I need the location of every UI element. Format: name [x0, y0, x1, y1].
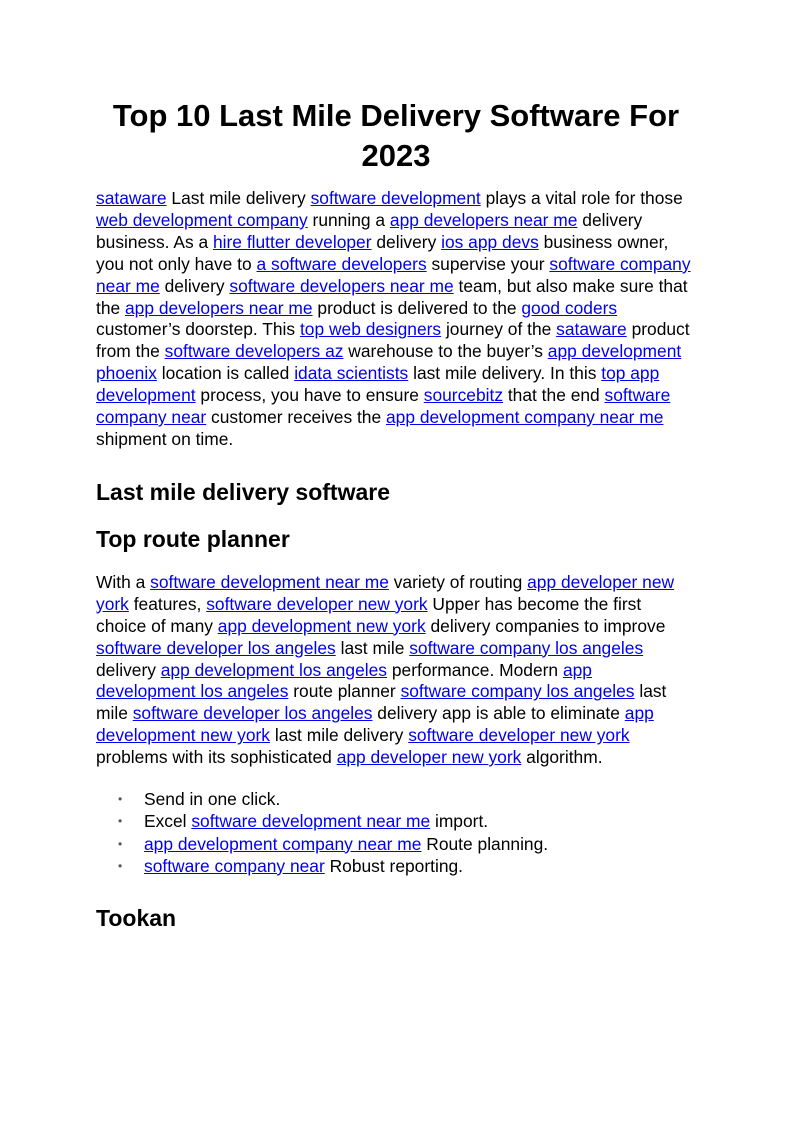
text-run: performance. Modern — [387, 659, 563, 680]
inline-link[interactable]: app development phoenix — [96, 341, 682, 384]
text-run: journey of the — [441, 319, 557, 340]
inline-link[interactable]: idata scientists — [294, 363, 409, 384]
inline-link[interactable]: software developer los angeles — [132, 703, 373, 724]
text-run: last mile delivery — [270, 725, 409, 746]
text-run: team, but also make sure that the — [96, 275, 688, 318]
text-run: delivery — [159, 275, 230, 296]
bullet-icon: • — [118, 836, 123, 851]
text-run: variety of routing — [388, 571, 528, 592]
feature-list — [96, 788, 696, 877]
text-run: business owner, you not only have to — [96, 231, 669, 274]
text-run: Excel — [144, 811, 192, 832]
inline-link[interactable]: top web designers — [299, 319, 442, 340]
text-run: problems with its sophisticated — [96, 747, 337, 768]
text-run: supervise your — [426, 253, 550, 274]
inline-link[interactable]: app developers near me — [125, 297, 313, 318]
text-run: customer receives the — [206, 407, 386, 428]
inline-link[interactable]: app development los angeles — [96, 659, 592, 702]
inline-link[interactable]: software development near me — [191, 811, 431, 832]
inline-link[interactable]: app development los angeles — [160, 659, 388, 680]
inline-link[interactable]: ios app devs — [441, 231, 539, 252]
text-run: route planner — [288, 681, 401, 702]
text-run: Last mile delivery — [166, 188, 311, 208]
heading-top-route-planner: Top route planner — [96, 525, 290, 552]
text-run: location is called — [156, 363, 295, 384]
text-run: customer’s doorstep. This — [96, 319, 300, 340]
bullet-icon: • — [118, 858, 123, 873]
text-run: features, — [128, 593, 207, 614]
inline-link[interactable]: sataware — [96, 188, 167, 208]
inline-link[interactable]: software developer los angeles — [96, 637, 336, 658]
inline-link[interactable]: software development — [310, 188, 481, 208]
bullet-icon: • — [118, 792, 123, 807]
inline-link[interactable]: sataware — [556, 319, 627, 340]
inline-link[interactable]: software developers near me — [229, 275, 454, 296]
inline-link[interactable]: app developer new york — [96, 571, 675, 614]
text-run: Route planning. — [421, 833, 549, 854]
text-run: product from the — [96, 319, 690, 362]
inline-link[interactable]: good coders — [521, 297, 618, 318]
text-run: delivery app is able to eliminate — [372, 703, 625, 724]
inline-link[interactable]: software developers az — [164, 341, 344, 362]
inline-link[interactable]: hire flutter developer — [212, 231, 372, 252]
text-run: that the end — [503, 385, 605, 406]
text-run: running a — [307, 209, 390, 230]
text-run: Send in one click. — [144, 789, 281, 810]
text-run: last mile — [96, 681, 667, 724]
text-run: delivery — [96, 659, 161, 680]
inline-link[interactable]: app development company near me — [144, 833, 422, 854]
text-run: algorithm. — [521, 747, 603, 768]
heading-last-mile-software: Last mile delivery software — [96, 478, 391, 505]
inline-link[interactable]: app development company near me — [385, 407, 664, 428]
inline-link[interactable]: software company los angeles — [409, 637, 644, 658]
text-run: With a — [96, 571, 151, 592]
inline-link[interactable]: top app development — [96, 363, 660, 406]
text-run: process, you have to ensure — [195, 385, 424, 406]
page-title: Top 10 Last Mile Delivery Software For 2023 — [112, 98, 680, 173]
document-page — [96, 96, 696, 932]
text-run: warehouse to the buyer’s — [343, 341, 548, 362]
inline-link[interactable]: app development new york — [96, 703, 654, 746]
text-run: last mile — [335, 637, 410, 658]
text-run: last mile delivery. In this — [408, 363, 602, 384]
list-item — [96, 788, 696, 810]
list-item — [96, 810, 696, 832]
inline-link[interactable]: app developer new york — [336, 747, 522, 768]
text-run: Upper has become the first choice of many — [96, 593, 642, 636]
text-run: delivery business. As a — [96, 209, 643, 252]
list-item — [96, 855, 696, 877]
bullet-icon: • — [118, 814, 123, 829]
inline-link[interactable]: software company near — [144, 855, 325, 876]
route-planner-paragraph — [96, 572, 696, 769]
text-run: delivery companies to improve — [425, 615, 666, 636]
inline-link[interactable]: app development new york — [217, 615, 426, 636]
inline-link[interactable]: a software developers — [256, 253, 427, 274]
text-run: import. — [430, 811, 489, 832]
inline-link[interactable]: software developer new york — [408, 725, 630, 746]
heading-tookan: Tookan — [96, 905, 177, 932]
text-run: Robust reporting. — [324, 855, 463, 876]
text-run: shipment on time. — [96, 428, 234, 449]
inline-link[interactable]: app developers near me — [389, 209, 578, 230]
inline-link[interactable]: software company los angeles — [400, 681, 635, 702]
inline-link[interactable]: software company near me — [96, 253, 691, 296]
inline-link[interactable]: software development near me — [150, 571, 389, 592]
inline-link[interactable]: web development company — [96, 209, 308, 230]
inline-link[interactable]: sourcebitz — [423, 385, 504, 406]
inline-link[interactable]: software company near — [96, 385, 671, 428]
intro-paragraph — [96, 188, 696, 451]
text-run: product is delivered to the — [312, 297, 522, 318]
list-item — [96, 833, 696, 855]
inline-link[interactable]: software developer new york — [206, 593, 428, 614]
text-run: plays a vital role for those — [480, 188, 683, 208]
text-run: delivery — [371, 231, 442, 252]
